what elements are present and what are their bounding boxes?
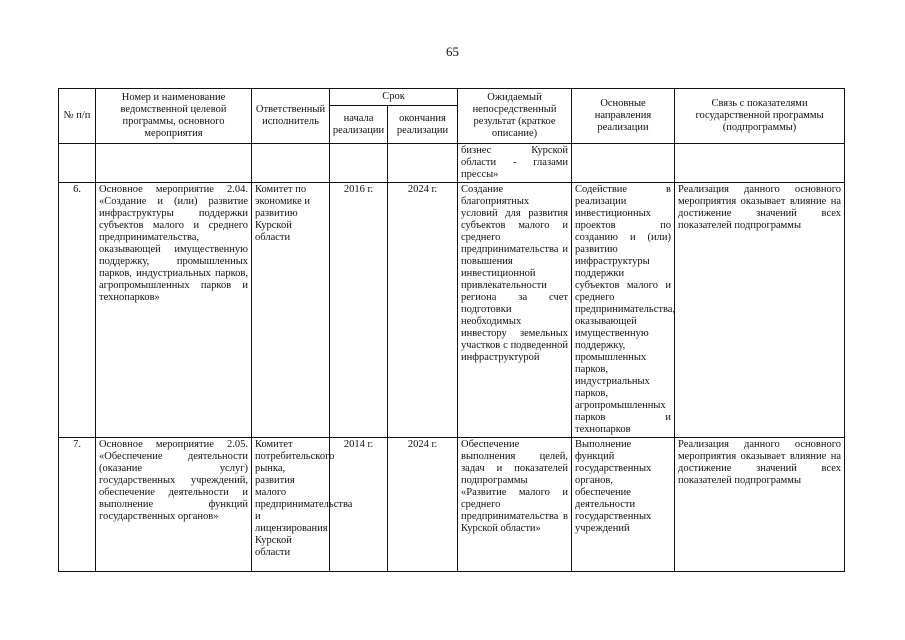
table-row bbox=[59, 438, 845, 572]
row-num: 7. bbox=[59, 438, 96, 572]
row-result: Обеспечение выполнения целей, задач и показателей подпрограммы «Развитие малого и среднего предпринимательства в Курской области» bbox=[458, 438, 572, 572]
header-end: окончания реализации bbox=[388, 106, 458, 144]
header-name: Номер и наименование ведомственной целевой программы, основного мероприятия bbox=[96, 89, 252, 144]
row-executor: Комитет потребительского рынка, развития малого предпринимательства и лицензирования Курской области bbox=[252, 438, 330, 572]
row-name: Основное мероприятие 2.05. «Обеспечение деятельности (оказание услуг) государственных учреждений, обеспечение деятельности и выполнение функций государственных органов» bbox=[96, 438, 252, 572]
header-result: Ожидаемый непосредственный результат (краткое описание) bbox=[458, 89, 572, 144]
row-end: 2024 г. bbox=[388, 438, 458, 572]
table-row bbox=[59, 183, 845, 438]
page-number: 65 bbox=[446, 44, 459, 59]
row-directions: Выполнение функций государственных органов, обеспечение деятельности государственных учреждений bbox=[572, 438, 675, 572]
header-directions: Основные направления реализации bbox=[572, 89, 675, 144]
activities-table bbox=[58, 88, 845, 572]
row-directions: Содействие в реализации инвестиционных проектов по созданию и (или) развитию инфраструктуры поддержки субъектов малого и среднего предпринимательства, оказывающей имущественную поддержку, промышленных парков, индустриальных парков, агропромышленных парков и технопарков bbox=[572, 183, 675, 438]
header-start: начала реализации bbox=[330, 106, 388, 144]
row-link: Реализация данного основного мероприятия оказывает влияние на достижение значений всех показателей подпрограммы bbox=[675, 183, 845, 438]
header-num: № п/п bbox=[59, 89, 96, 144]
continuation-result: бизнес Курской области - глазами прессы» bbox=[458, 144, 572, 183]
row-start: 2014 г. bbox=[330, 438, 388, 572]
row-num: 6. bbox=[59, 183, 96, 438]
row-end: 2024 г. bbox=[388, 183, 458, 438]
row-name: Основное мероприятие 2.04. «Создание и (или) развитие инфраструктуры поддержки субъектов малого и среднего предпринимательства, оказывающей имущественную поддержку, промышленных парков, индустриальных парков, агропромышленных парков и технопарков» bbox=[96, 183, 252, 438]
header-term: Срок bbox=[330, 89, 458, 106]
row-link: Реализация данного основного мероприятия оказывает влияние на достижение значений всех показателей подпрограммы bbox=[675, 438, 845, 572]
header-executor: Ответственный исполнитель bbox=[252, 89, 330, 144]
row-executor: Комитет по экономике и развитию Курской области bbox=[252, 183, 330, 438]
row-start: 2016 г. bbox=[330, 183, 388, 438]
continuation-row bbox=[59, 144, 845, 183]
row-result: Создание благоприятных условий для развития субъектов малого и среднего предпринимательства и повышения инвестиционной привлекательности региона за счет подготовки необходимых инвестору земельных участков с подведенной инфраструктурой bbox=[458, 183, 572, 438]
header-link: Связь с показателями государственной программы (подпрограммы) bbox=[675, 89, 845, 144]
